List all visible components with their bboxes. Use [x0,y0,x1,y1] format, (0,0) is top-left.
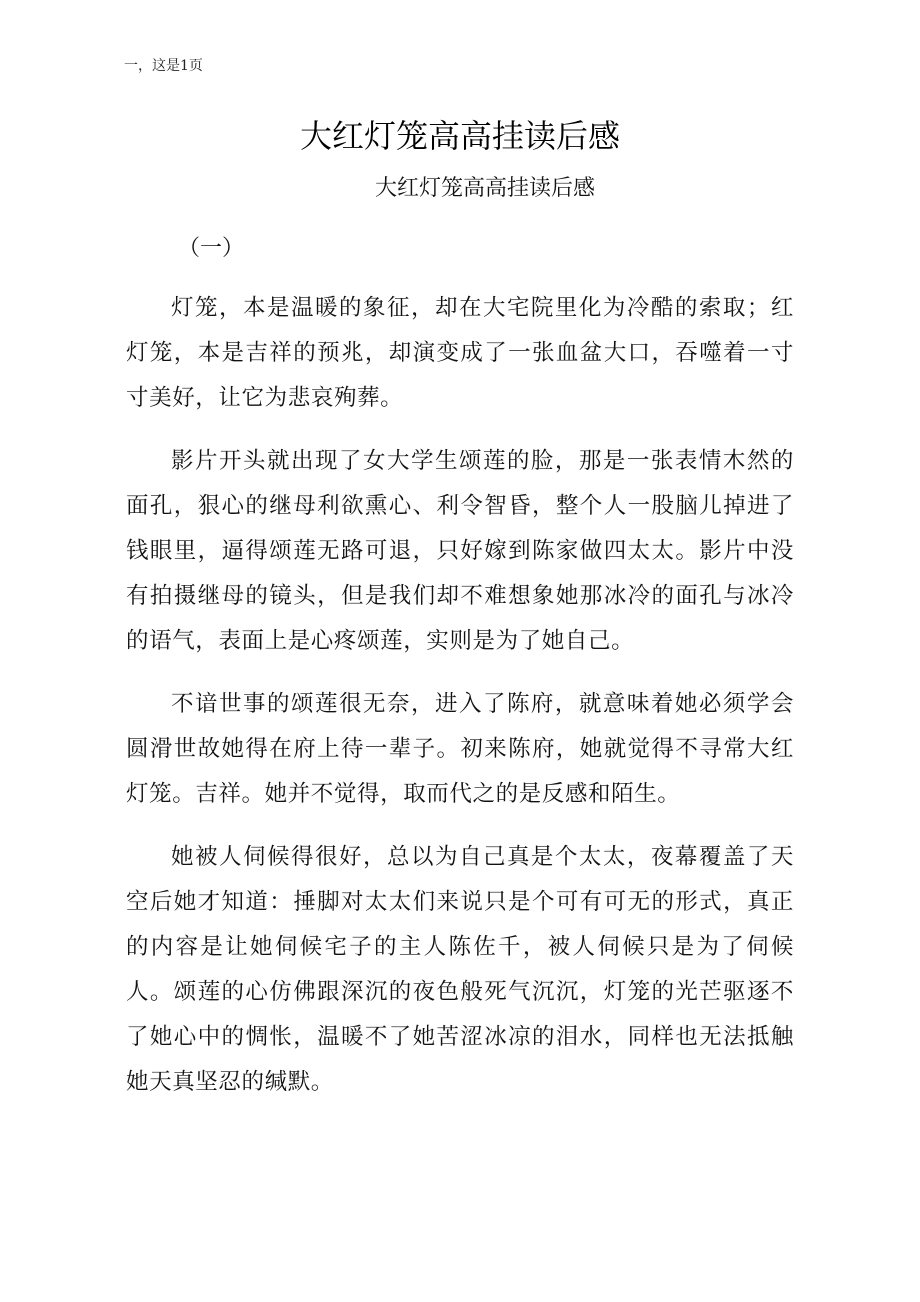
paragraph: 她被人伺候得很好，总以为自己真是个太太，夜幕覆盖了天空后她才知道：捶脚对太太们来说只是个可有可无的形式，真正的内容是让她伺候宅子的主人陈佐千，被人伺候只是为了伺候人。颂莲的心仿佛跟深沉的夜色般死气沉沉，灯笼的光芒驱逐不了她心中的惆怅，温暖不了她苦涩冰凉的泪水，同样也无法抵触她天真坚忍的缄默。 [126,844,794,1095]
paragraph: 不谙世事的颂莲很无奈，进入了陈府，就意味着她必须学会圆滑世故她得在府上待一辈子。初来陈府，她就觉得不寻常大红灯笼。吉祥。她并不觉得，取而代之的是反感和陌生。 [126,691,794,807]
paragraph: 灯笼，本是温暖的象征，却在大宅院里化为冷酷的索取；红灯笼，本是吉祥的预兆，却演变成了一张血盆大口，吞噬着一寸寸美好，让它为悲哀殉葬。 [126,295,794,411]
paragraph: 影片开头就出现了女大学生颂莲的脸，那是一张表情木然的面孔，狠心的继母利欲熏心、利令智昏，整个人一股脑儿掉进了钱眼里，逼得颂莲无路可退，只好嫁到陈家做四太太。影片中没有拍摄继母的镜头，但是我们却不难想象她那冰冷的面孔与冰冷的语气，表面上是心疼颂莲，实则是为了她自己。 [126,448,794,654]
section-number: （一） [178,236,245,261]
document-body [126,286,794,1123]
page-header-label: 一，这是1页 [124,58,203,74]
document-title: 大红灯笼高高挂读后感 [299,117,620,155]
document-subtitle: 大红灯笼高高挂读后感 [374,176,595,201]
